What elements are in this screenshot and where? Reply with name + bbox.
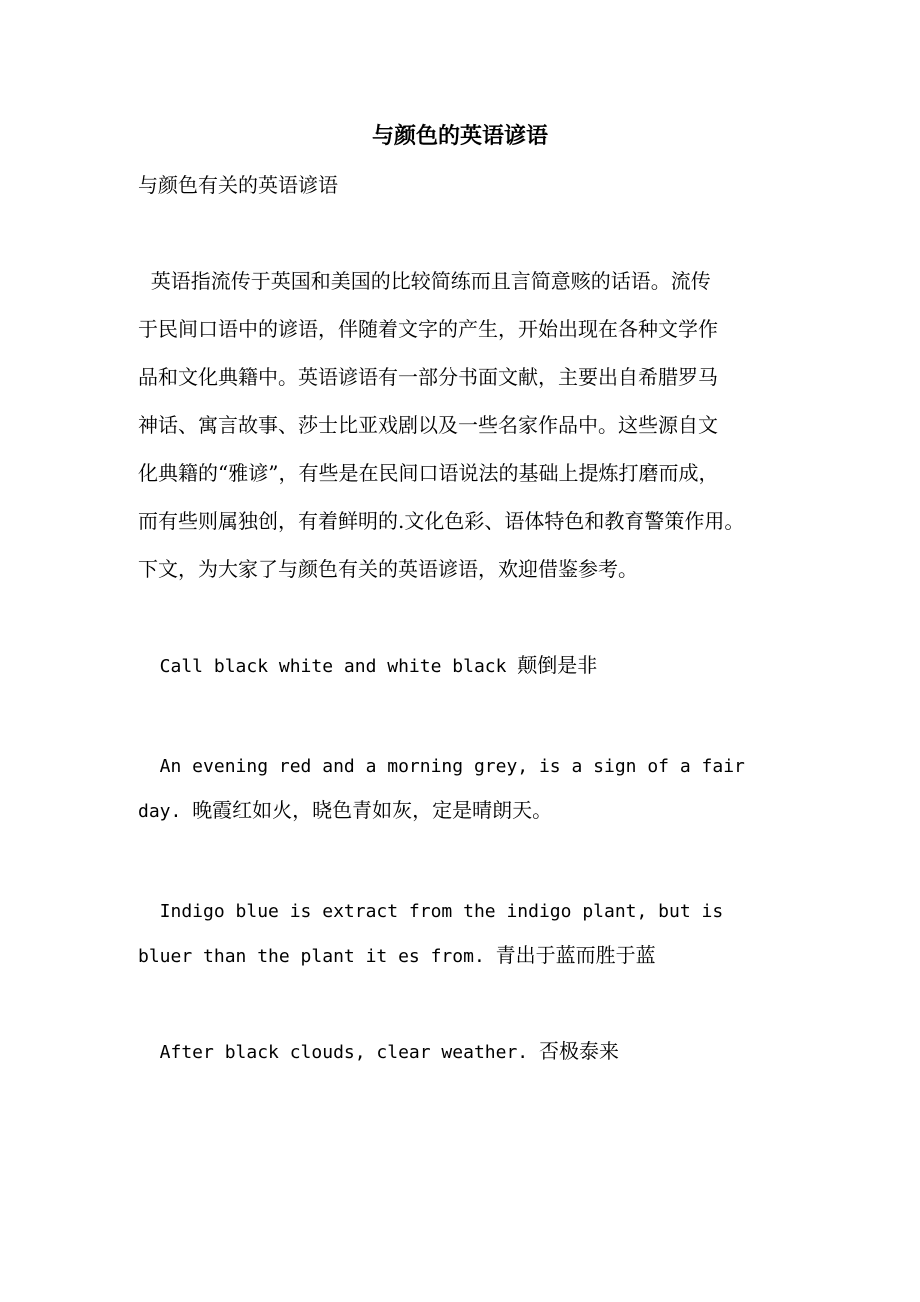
- intro-line: 而有些则属独创，有着鲜明的.文化色彩、语体特色和教育警策作用。: [138, 509, 745, 533]
- proverb-line: [138, 650, 597, 682]
- document-subtitle: 与颜色有关的英语谚语: [138, 173, 338, 197]
- proverb-line: [138, 940, 656, 972]
- proverb-line: [138, 795, 552, 827]
- proverb-chinese: 晚霞红如火，晓色青如灰，定是晴朗天。: [192, 798, 553, 822]
- proverb-english: Call black white and white black: [138, 656, 518, 677]
- intro-line: 品和文化典籍中。英语谚语有一部分书面文献，主要出自希腊罗马: [138, 365, 718, 389]
- proverb-line: [138, 895, 723, 927]
- proverb-english: Indigo blue is extract from the indigo plant, but is: [138, 901, 724, 922]
- proverb-line: [138, 750, 745, 782]
- proverb-chinese: 颠倒是非: [517, 653, 598, 677]
- intro-line: 化典籍的“雅谚”，有些是在民间口语说法的基础上提炼打磨而成，: [138, 461, 719, 485]
- intro-line: 下文，为大家了与颜色有关的英语谚语，欢迎借鉴参考。: [138, 557, 638, 581]
- proverb-english: After black clouds, clear weather.: [138, 1042, 539, 1063]
- document-title: 与颜色的英语谚语: [371, 123, 548, 149]
- proverb-english: bluer than the plant it es from.: [138, 946, 496, 967]
- proverb-line: [138, 1036, 619, 1068]
- intro-line: 神话、寓言故事、莎士比亚戏剧以及一些名家作品中。这些源自文: [138, 413, 718, 437]
- intro-line: 于民间口语中的谚语，伴随着文字的产生，开始出现在各种文学作: [138, 317, 718, 341]
- proverb-english: day.: [138, 801, 193, 822]
- proverb-chinese: 青出于蓝而胜于蓝: [495, 943, 656, 967]
- proverb-english: An evening red and a morning grey, is a sign of a fair: [138, 756, 745, 777]
- intro-line: 英语指流传于英国和美国的比较简练而且言简意赅的话语。流传: [138, 269, 711, 293]
- proverb-chinese: 否极泰来: [538, 1039, 619, 1063]
